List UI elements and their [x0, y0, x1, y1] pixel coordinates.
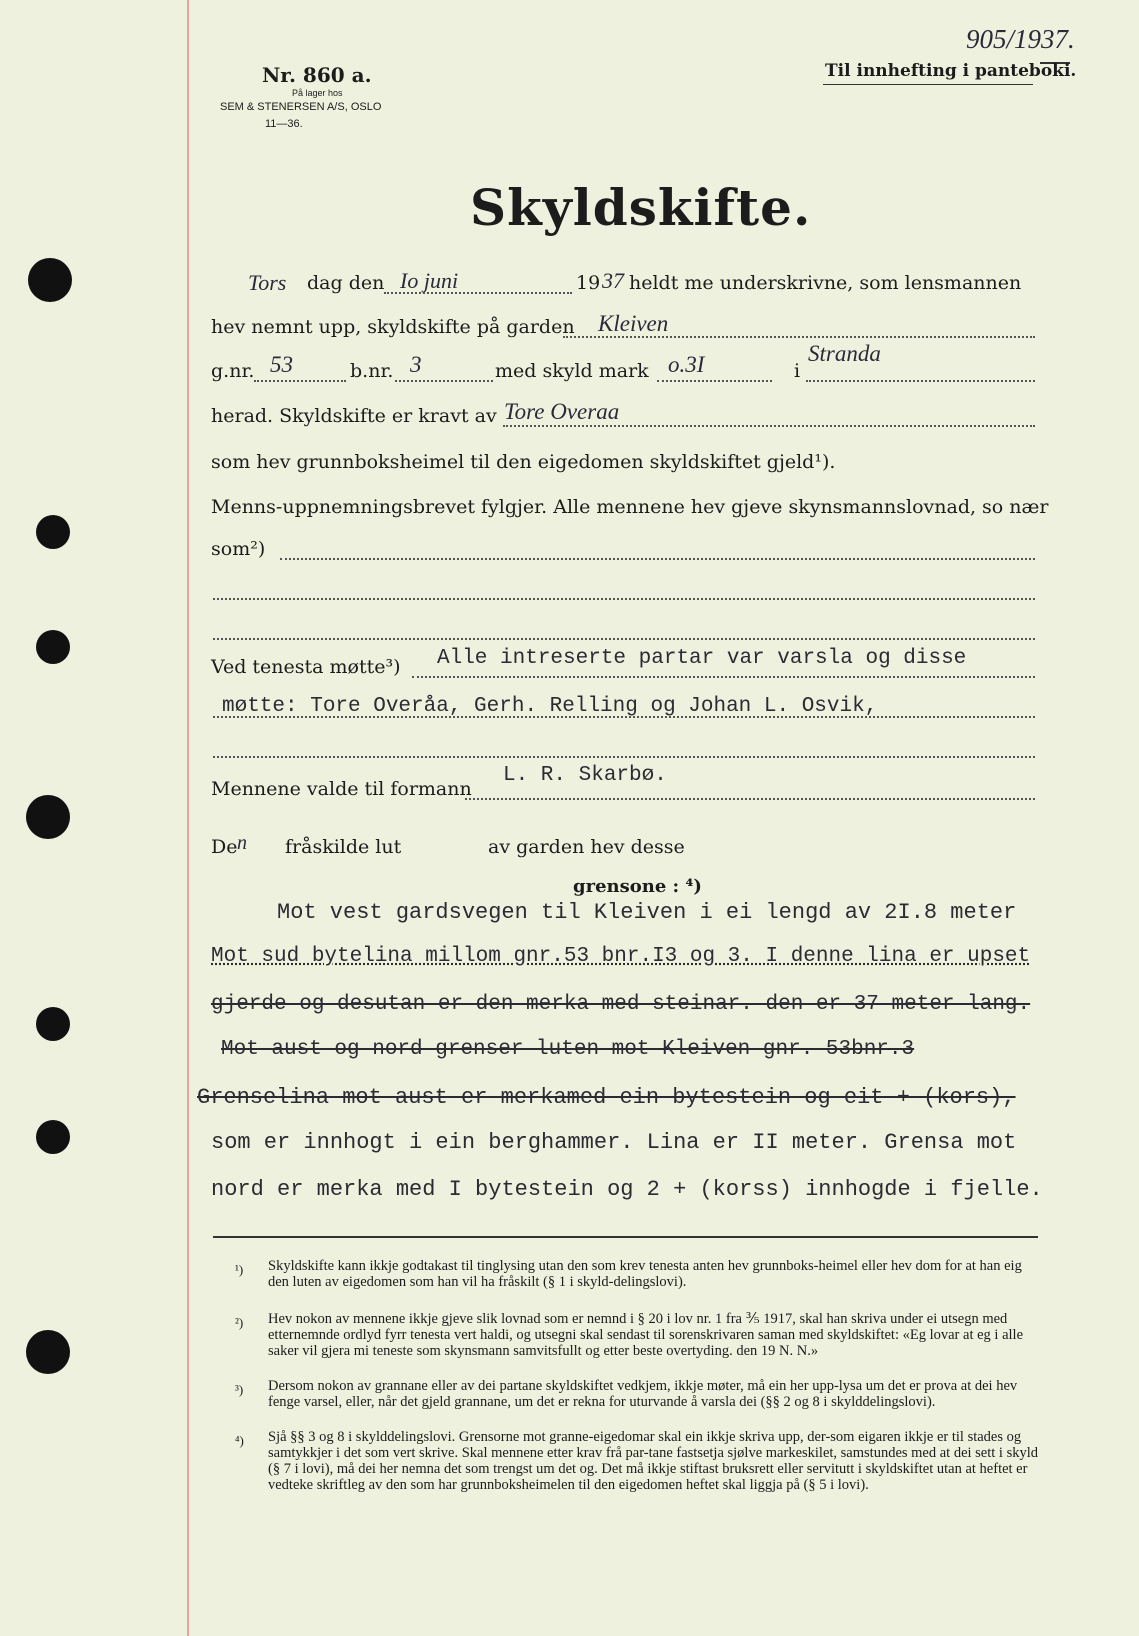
attended-value: møtte: Tore Overåa, Gerh. Relling og Johan L. Osvik,: [222, 695, 878, 718]
punch-hole: [36, 515, 70, 549]
farm-name-value: Kleiven: [598, 311, 669, 336]
document-number: 905/1937.: [966, 24, 1075, 54]
footnote-number: ⁴): [235, 1433, 244, 1448]
place-value: Stranda: [808, 341, 881, 366]
attended-value: Alle intreserte partar var varsla og disse: [437, 647, 967, 670]
gnr-label: g.nr.: [211, 360, 255, 382]
foreman-value: L. R. Skarbø.: [503, 764, 667, 787]
boundary-line: som er innhogt i ein berghammer. Lina er II meter. Grensa mot: [211, 1130, 1017, 1155]
lot-text: av garden hev desse: [488, 836, 685, 858]
boundary-line: Mot aust og nord grenser luten mot Kleiven gnr. 53bnr.3: [221, 1038, 915, 1061]
line6-text: Menns-uppnemningsbrevet fylgjer. Alle mennene hev gjeve skynsmannslovnad, so nær: [211, 496, 1049, 518]
gnr-value: 53: [270, 352, 293, 377]
lot-text: fråskilde lut: [285, 836, 402, 858]
publisher-line: SEM & STENERSEN A/S, OSLO: [220, 101, 382, 113]
dag-den-label: dag den: [307, 272, 385, 294]
skyld-dotline: [657, 380, 772, 382]
lot-prefix: De: [211, 836, 238, 858]
skyld-value: o.3I: [668, 352, 705, 377]
lot-prefix-hand: n: [237, 832, 247, 854]
bnr-label: b.nr.: [350, 360, 394, 382]
footnote-separator: [213, 1236, 1038, 1238]
year-prefix: 19: [576, 272, 601, 294]
boundary-line: Mot sud bytelina millom gnr.53 bnr.I3 og 3. I denne lina er upset: [211, 945, 1031, 968]
gnr-dotline: [254, 380, 346, 382]
footnote-text: Skyldskifte kann ikkje godtakast til tinglysing utan den som krev tenesta anten hev grunnboks-heimel eller hev dom for at han eig den luten av eigedomen som han vil ha fråskilt (§ 1 i skyld-delingslovi).: [268, 1258, 1022, 1290]
blank-dotline: [213, 598, 1035, 600]
year-value: 37: [602, 268, 624, 293]
date-value: Io juni: [400, 268, 459, 293]
punch-hole: [36, 1120, 70, 1154]
line2-text: hev nemnt upp, skyldskifte på garden: [211, 316, 575, 338]
publisher-line: På lager hos: [292, 88, 343, 98]
form-number: Nr. 860 a.: [262, 63, 372, 87]
footnote-number: ³): [235, 1382, 244, 1397]
foreman-label: Mennene valde til formann: [211, 778, 472, 800]
boundary-heading: grensone : ⁴): [573, 876, 702, 897]
binding-note-underline: [823, 84, 1033, 85]
binding-note: Til innhefting i panteboki.: [825, 61, 1077, 81]
day-value: Tors: [248, 270, 287, 295]
boundary-line: nord er merka med I bytestein og 2 + (korss) innhogde i fjelle.: [211, 1177, 1043, 1202]
boundary-line: gjerde og desutan er den merka med steinar. den er 37 meter lang.: [211, 993, 1031, 1016]
punch-hole: [26, 795, 70, 839]
punch-hole: [36, 1007, 70, 1041]
blank-dotline: [213, 756, 1035, 758]
publisher-line: 11—36.: [265, 118, 303, 130]
footnote-text: Sjå §§ 3 og 8 i skylddelingslovi. Grensorne mot granne-eigedomar skal ein ikkje skriva upp, der-som eigaren ikkje er til stades og samtykkjer i det som vert skrive. Skal mennene etter krav frå par-tane fastsetja sjølve markeskilet, samstundes med at dei sett i skyld (§ 7 i lovi), må dei her nemna det som trengst um det og. Det må ikkje stiftast bruksrett eller servitutt i skyldskiftet utan at heftet er vedteke skriftleg av den som har grunnboksheimelen til den eigedomen heftet skal liggja på (§ 5 i lovi).: [268, 1429, 1039, 1493]
boundary-line: Grenselina mot aust er merkamed ein bytestein og eit + (kors),: [197, 1085, 1016, 1110]
line4-text: herad. Skyldskifte er kravt av: [211, 405, 497, 427]
line7-label: som²): [211, 538, 266, 560]
bnr-value: 3: [410, 352, 422, 377]
punch-hole: [36, 630, 70, 664]
bnr-dotline: [395, 380, 493, 382]
punch-hole: [26, 1330, 70, 1374]
i-label: i: [794, 360, 801, 382]
line5-text: som hev grunnboksheimel til den eigedomen skyldskiftet gjeld¹).: [211, 451, 836, 473]
skyld-label: med skyld mark: [495, 360, 649, 382]
footnote-number: ¹): [235, 1262, 244, 1277]
margin-line: [187, 0, 189, 1636]
line1-text: heldt me underskrivne, som lensmannen: [629, 272, 1022, 294]
kravt-dotline: [503, 425, 1035, 427]
attended-dotline: [412, 676, 1035, 678]
place-dotline: [806, 380, 1035, 382]
footnote-text: Hev nokon av mennene ikkje gjeve slik lovnad som er nemnd i § 20 i lov nr. 1 fra ⅗ 1917, skal han skriva under ei utsegn med etternemnde ordlyd fyrr tenesta vert haldi, og utsegni skal sendast til sorenskrivaren saman med skyldskiftet: «Eg lovar at eg i alle saker vil gjera mi teneste som skynsmann samvitsfullt og etter beste overtyding. den 19 N. N.»: [268, 1311, 1023, 1359]
blank-dotline: [280, 558, 1035, 560]
attended-label: Ved tenesta møtte³): [211, 656, 401, 678]
boundary-line: Mot vest gardsvegen til Kleiven i ei lengd av 2I.8 meter: [277, 900, 1017, 925]
foreman-dotline: [465, 798, 1035, 800]
blank-dotline: [213, 638, 1035, 640]
requester-value: Tore Overaa: [504, 399, 620, 424]
footnote-text: Dersom nokon av grannane eller av dei partane skyldskiftet vedkjem, ikkje møter, må ein her upp-lysa um det er prova at dei hev fenge varsel, eller, når det gjeld grannane, um det er rekna for uturvande å varsla dei (§§ 2 og 8 i skylddelingslovi).: [268, 1378, 1018, 1410]
footnote-number: ²): [235, 1315, 244, 1330]
page-title: Skyldskifte.: [470, 178, 812, 237]
punch-hole: [28, 258, 72, 302]
